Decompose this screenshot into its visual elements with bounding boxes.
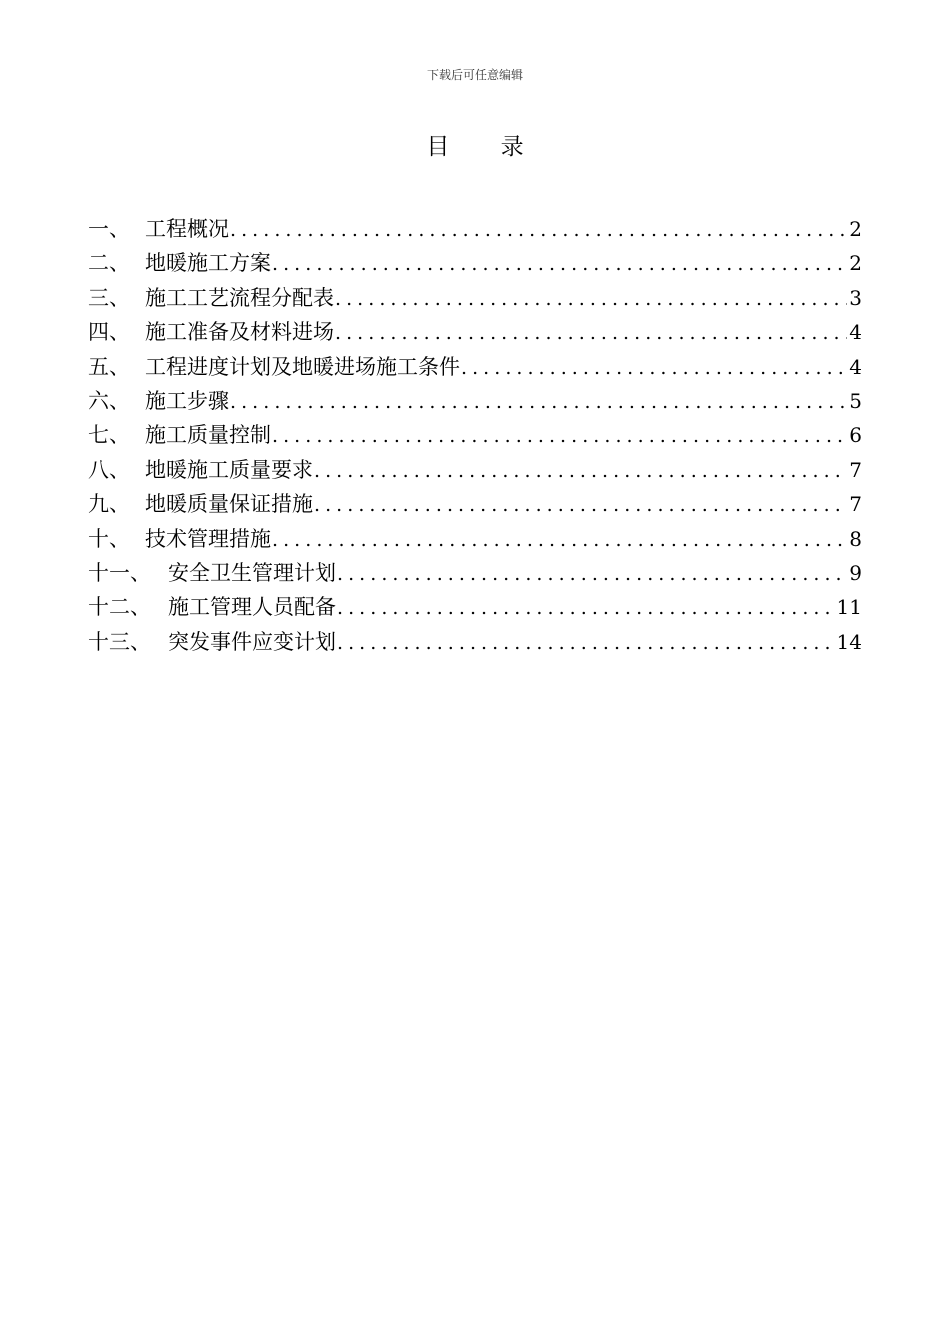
toc-item-number: 十一、 <box>88 560 151 585</box>
toc-item-number: 四、 <box>88 320 130 345</box>
toc-dot-leader <box>337 557 847 591</box>
toc-item[interactable] <box>88 625 862 659</box>
toc-item-number: 五、 <box>88 354 130 379</box>
toc-dot-leader <box>314 454 847 488</box>
toc-item-page: 4 <box>849 320 862 345</box>
toc-item-number: 八、 <box>88 457 130 482</box>
toc-item-page: 9 <box>849 560 862 585</box>
toc-dot-leader <box>461 351 847 385</box>
toc-item-title: 地暖施工质量要求 <box>145 457 313 482</box>
toc-item-title: 施工步骤 <box>145 388 229 413</box>
toc-dot-leader <box>272 247 847 281</box>
toc-item[interactable] <box>88 418 862 452</box>
toc-item-page: 2 <box>849 217 862 241</box>
toc-item-page: 7 <box>849 492 862 517</box>
toc-item-page: 5 <box>849 388 862 413</box>
toc-item[interactable] <box>88 453 862 487</box>
toc-item-title: 工程进度计划及地暖进场施工条件 <box>145 354 460 379</box>
toc-item[interactable] <box>88 246 862 280</box>
toc-item-page: 11 <box>836 595 862 620</box>
table-of-contents <box>88 212 862 659</box>
toc-item-number: 七、 <box>88 423 130 448</box>
toc-item[interactable] <box>88 281 862 315</box>
toc-item-title: 施工工艺流程分配表 <box>145 285 334 310</box>
toc-item-page: 3 <box>849 285 862 310</box>
toc-item-title: 地暖质量保证措施 <box>145 492 313 517</box>
toc-dot-leader <box>272 523 847 557</box>
toc-dot-leader <box>272 419 847 453</box>
toc-item-number: 十二、 <box>88 595 151 620</box>
toc-dot-leader <box>230 213 847 247</box>
toc-item-page: 7 <box>849 457 862 482</box>
toc-item-number: 六、 <box>88 388 130 413</box>
toc-item-title: 地暖施工方案 <box>145 251 271 276</box>
toc-dot-leader <box>314 488 847 522</box>
toc-item[interactable] <box>88 556 862 590</box>
toc-item[interactable] <box>88 590 862 624</box>
toc-item[interactable] <box>88 212 862 246</box>
toc-item-title: 安全卫生管理计划 <box>168 560 336 585</box>
toc-item[interactable] <box>88 522 862 556</box>
toc-item-number: 十、 <box>88 526 130 551</box>
toc-item[interactable] <box>88 315 862 349</box>
toc-title: 目 录 <box>426 134 546 160</box>
toc-dot-leader <box>337 626 835 660</box>
toc-item-number: 二、 <box>88 251 130 276</box>
toc-item[interactable] <box>88 384 862 418</box>
toc-item-page: 4 <box>849 354 862 379</box>
header-note: 下载后可任意编辑 <box>426 68 523 82</box>
toc-item-number: 九、 <box>88 492 130 517</box>
toc-item-title: 施工管理人员配备 <box>168 595 336 620</box>
toc-item-page: 14 <box>836 629 862 654</box>
toc-item-number: 十三、 <box>88 629 151 654</box>
toc-item-title: 技术管理措施 <box>145 526 271 551</box>
toc-item-title: 施工准备及材料进场 <box>145 320 334 345</box>
toc-item-title: 突发事件应变计划 <box>168 629 336 654</box>
toc-item-page: 2 <box>849 251 862 276</box>
toc-item-title: 施工质量控制 <box>145 423 271 448</box>
toc-item-page: 6 <box>849 423 862 448</box>
toc-item[interactable] <box>88 487 862 521</box>
toc-dot-leader <box>335 316 847 350</box>
toc-item-number: 一、 <box>88 217 130 241</box>
toc-dot-leader <box>337 591 835 625</box>
toc-item-page: 8 <box>849 526 862 551</box>
toc-dot-leader <box>335 282 847 316</box>
toc-dot-leader <box>230 385 847 419</box>
toc-item[interactable] <box>88 350 862 384</box>
toc-item-title: 工程概况 <box>145 217 229 241</box>
toc-item-number: 三、 <box>88 285 130 310</box>
